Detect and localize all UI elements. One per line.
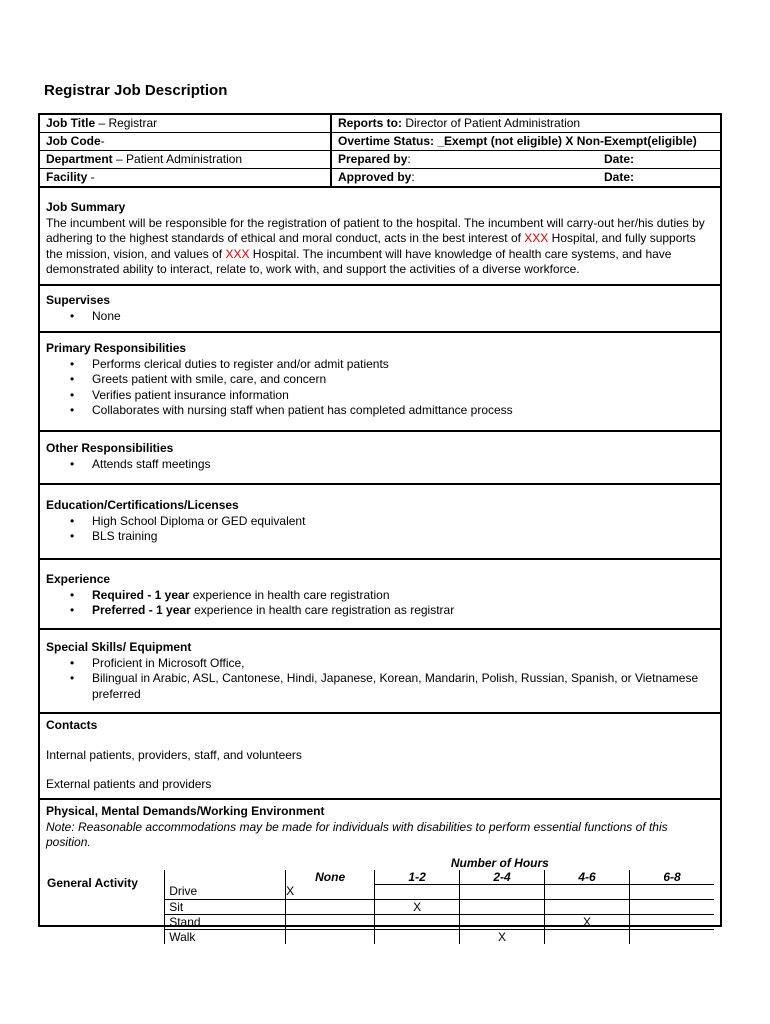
facility-sep: -: [87, 170, 95, 184]
reports-to-label: Reports to:: [338, 116, 402, 130]
education-list: [46, 514, 714, 545]
department-row: [40, 151, 330, 169]
other-responsibilities-list: [46, 457, 714, 473]
list-item: [92, 588, 714, 604]
list-item: [92, 603, 714, 619]
general-activity-block: [46, 856, 714, 944]
experience-section: [40, 558, 720, 628]
approved-by-label: Approved by: [338, 170, 412, 184]
column-4-6: 4-6: [545, 870, 630, 885]
empty-cell: [165, 856, 286, 870]
contacts-external: External patients and providers: [46, 777, 212, 791]
hours-table: [164, 856, 714, 944]
mark-cell: [545, 884, 630, 899]
empty-cell: [165, 870, 286, 885]
approved-date-label: Date:: [604, 170, 635, 184]
job-code-label: Job Code: [46, 134, 101, 148]
header-right-column: [332, 115, 720, 186]
job-title-label: Job Title: [46, 116, 96, 130]
table-row: [165, 914, 714, 929]
approved-by-colon: :: [411, 170, 415, 184]
list-item: • Collaborates with nursing staff when patient has completed admittance process: [92, 403, 714, 419]
list-item: • Performs clerical duties to register and/or admit patients: [92, 357, 714, 373]
activity-walk: Walk: [165, 929, 286, 944]
mark-cell: [375, 914, 460, 929]
column-1-2: 1-2: [375, 870, 460, 885]
primary-responsibilities-section: [40, 331, 720, 430]
job-summary-text: [46, 216, 714, 278]
overtime-status-row: Overtime Status: _Exempt (not eligible) X Non-Exempt(eligible): [332, 133, 720, 151]
mark-cell: [375, 929, 460, 944]
number-of-hours-heading: Number of Hours: [450, 855, 549, 870]
mark-cell: [460, 884, 545, 899]
activity-drive: Drive: [165, 884, 286, 899]
list-item: • Greets patient with smile, care, and concern: [92, 372, 714, 388]
mark-cell: X: [545, 914, 630, 929]
mark-cell: [629, 884, 714, 899]
physical-demands-heading: Physical, Mental Demands/Working Environment: [46, 804, 325, 818]
reports-to-value: Director of Patient Administration: [402, 116, 581, 130]
supervises-heading: Supervises: [46, 293, 111, 307]
prepared-by-row: [332, 151, 720, 169]
list-item: • Attends staff meetings: [92, 457, 714, 473]
experience-list: [46, 588, 714, 619]
accommodation-note: Note: Reasonable accommodations may be made for individuals with disabilities to perform essential functions of this position.: [46, 819, 668, 849]
experience-required-text: experience in health care registration: [189, 587, 390, 602]
experience-required: Required - 1 year: [92, 587, 190, 602]
facility-row: [40, 169, 330, 186]
job-title-row: [40, 115, 330, 133]
table-row: [165, 929, 714, 944]
mark-cell: [545, 899, 630, 914]
mark-cell: X: [460, 929, 545, 944]
special-skills-list: [46, 656, 714, 703]
mark-cell: X: [286, 884, 375, 899]
contacts-section: [40, 712, 720, 798]
job-title-sep: –: [95, 116, 109, 130]
hours-columns-row: [165, 870, 714, 885]
summary-text-2: Hospital, and fully supports the mission, vision, and values of: [46, 231, 696, 261]
table-row: [165, 884, 714, 899]
list-item: • None: [92, 309, 714, 325]
general-activity-label: General Activity: [47, 875, 138, 890]
job-description-form: [38, 113, 722, 944]
other-responsibilities-section: [40, 430, 720, 483]
job-summary-section: [40, 186, 720, 284]
contacts-internal: Internal patients, providers, staff, and volunteers: [46, 747, 302, 762]
special-skills-section: [40, 628, 720, 712]
column-none: None: [286, 870, 375, 885]
mark-cell: [629, 914, 714, 929]
primary-responsibilities-heading: Primary Responsibilities: [46, 341, 187, 355]
column-2-4: 2-4: [460, 870, 545, 885]
experience-preferred-text: experience in health care registration as registrar: [190, 603, 455, 617]
summary-text-3: Hospital. The incumbent will have knowledge of health care systems, and have demonstrated ability to interact, relate to, work with, and support the activities of a diverse workforce.: [46, 246, 672, 276]
mark-cell: [629, 899, 714, 914]
column-6-8: 6-8: [629, 870, 714, 885]
job-title-value: Registrar: [108, 116, 158, 130]
list-item: • Bilingual in Arabic, ASL, Cantonese, Hindi, Japanese, Korean, Mandarin, Polish, Russian, Spanish, or Vietnamese preferred: [92, 671, 714, 702]
prepared-by-label: Prepared by: [338, 152, 408, 166]
department-value: Patient Administration: [126, 152, 243, 166]
mark-cell: [286, 914, 375, 929]
mark-cell: [460, 899, 545, 914]
mark-cell: [286, 929, 375, 944]
education-section: [40, 483, 720, 558]
mark-cell: [460, 914, 545, 929]
approved-by-row: [332, 169, 720, 186]
other-responsibilities-heading: Other Responsibilities: [46, 441, 174, 455]
mark-cell: X: [375, 899, 460, 914]
primary-responsibilities-list: [46, 357, 714, 419]
activity-sit: Sit: [165, 899, 286, 914]
hours-header-row: [165, 856, 714, 870]
list-item: • High School Diploma or GED equivalent: [92, 514, 714, 530]
experience-preferred: Preferred - 1 year: [92, 603, 191, 617]
facility-placeholder: XXX: [225, 246, 250, 261]
mark-cell: [629, 929, 714, 944]
education-heading: Education/Certifications/Licenses: [46, 498, 239, 512]
header-grid: [40, 115, 720, 186]
table-row: [165, 899, 714, 914]
contacts-heading: Contacts: [46, 718, 98, 732]
job-code-sep: -: [100, 134, 105, 148]
prepared-date-label: Date:: [604, 152, 635, 166]
job-summary-heading: Job Summary: [46, 200, 126, 214]
facility-placeholder: XXX: [524, 231, 549, 245]
department-label: Department: [46, 152, 113, 166]
physical-demands-section: [40, 798, 720, 944]
job-code-row: [40, 133, 330, 151]
header-left-column: [40, 115, 332, 186]
mark-cell: [375, 884, 460, 899]
department-sep: –: [112, 152, 127, 166]
supervises-section: [40, 284, 720, 331]
facility-label: Facility: [46, 170, 88, 184]
special-skills-heading: Special Skills/ Equipment: [46, 640, 192, 654]
list-item: • Verifies patient insurance information: [92, 388, 714, 404]
mark-cell: [545, 929, 630, 944]
prepared-by-colon: :: [407, 152, 411, 166]
summary-text-1: The incumbent will be responsible for the registration of patient to the hospital. The incumbent will carry-out her/his duties by adhering to the highest standards of ethical and moral conduct, acts in the best interest of: [46, 215, 705, 245]
page-title: Registrar Job Description: [44, 82, 228, 99]
mark-cell: [286, 899, 375, 914]
activity-stand: Stand: [165, 914, 286, 929]
reports-to-row: [332, 115, 720, 133]
list-item: • BLS training: [92, 529, 714, 545]
experience-heading: Experience: [46, 572, 111, 586]
list-item: • Proficient in Microsoft Office,: [92, 656, 714, 672]
supervises-list: [46, 309, 714, 325]
